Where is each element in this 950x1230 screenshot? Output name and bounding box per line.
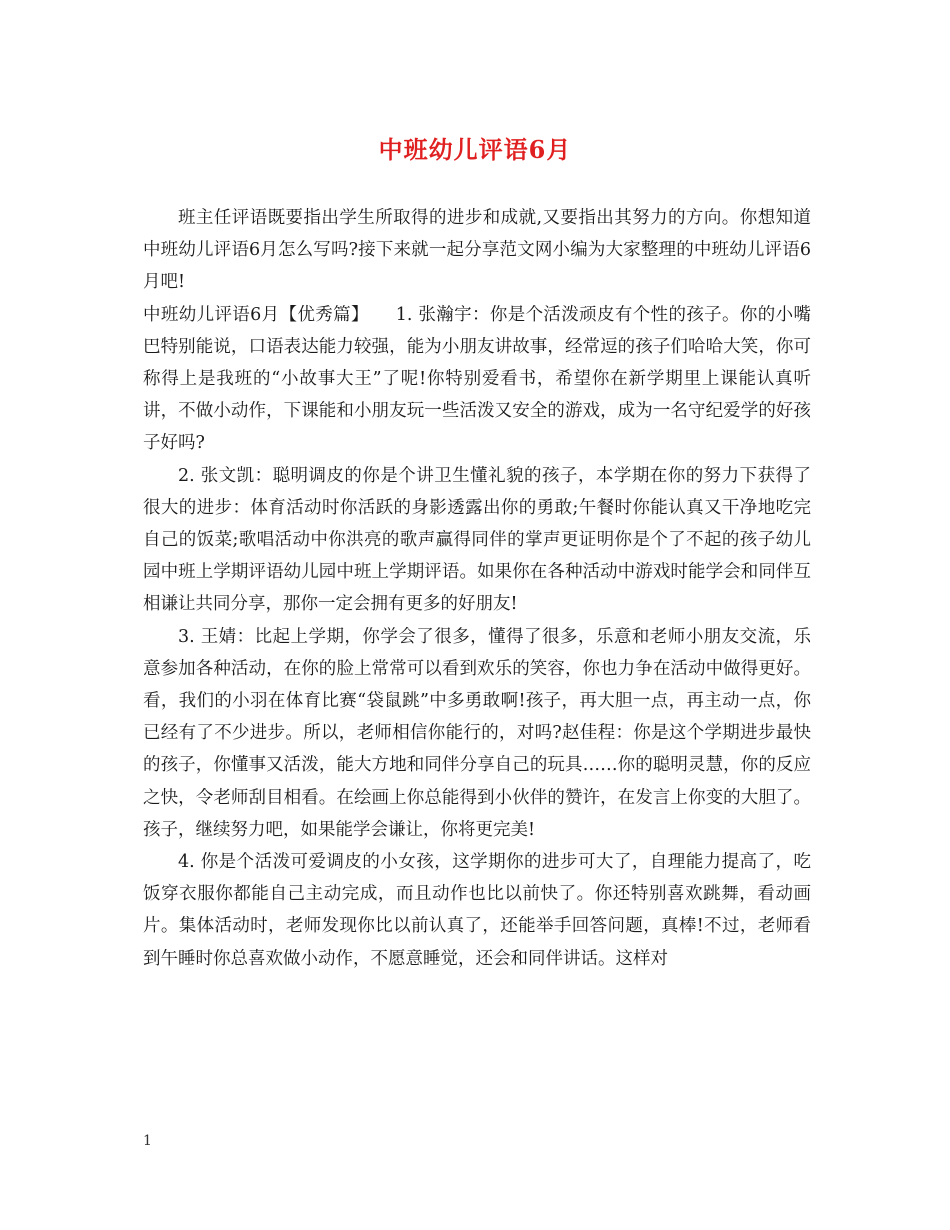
document-body: [143, 202, 811, 975]
intro-paragraph: 班主任评语既要指出学生所取得的进步和成就,又要指出其努力的方向。你想知道中班幼儿评语6月怎么写吗?接下来就一起分享范文网小编为大家整理的中班幼儿评语6月吧!: [143, 208, 811, 293]
comment-paragraph-3: 3. 王婧：比起上学期，你学会了很多，懂得了很多，乐意和老师小朋友交流，乐意参加各种活动，在你的脸上常常可以看到欢乐的笑容，你也力争在活动中做得更好。看，我们的小羽在体育比赛“袋鼠跳”中多勇敢啊!孩子，再大胆一点，再主动一点，你已经有了不少进步。所以，老师相信你能行的，对吗?赵佳程：你是这个学期进步最快的孩子，你懂事又活泼，能大方地和同伴分享自己的玩具……你的聪明灵慧，你的反应之快，令老师刮目相看。在绘画上你总能得到小伙伴的赞许，在发言上你变的大胆了。孩子，继续努力吧，如果能学会谦让，你将更完美!: [143, 626, 811, 840]
comment-paragraph-4: 4. 你是个活泼可爱调皮的小女孩，这学期你的进步可大了，自理能力提高了，吃饭穿衣服你都能自己主动完成，而且动作也比以前快了。你还特别喜欢跳舞，看动画片。集体活动时，老师发现你比以前认真了，还能举手回答问题，真棒!不过，老师看到午睡时你总喜欢做小动作，不愿意睡觉，还会和同伴讲话。这样对: [143, 852, 811, 969]
document-title: 中班幼儿评语6月: [378, 135, 572, 164]
comment-paragraph-1: 中班幼儿评语6月【优秀篇】 1. 张瀚宇：你是个活泼顽皮有个性的孩子。你的小嘴巴特别能说，口语表达能力较强，能为小朋友讲故事，经常逗的孩子们哈哈大笑，你可称得上是我班的“小故事大王”了呢!你特别爱看书，希望你在新学期里上课能认真听讲，不做小动作，下课能和小朋友玩一些活泼又安全的游戏，成为一名守纪爱学的好孩子好吗?: [143, 304, 811, 454]
comment-paragraph-2: 2. 张文凯：聪明调皮的你是个讲卫生懂礼貌的孩子，本学期在你的努力下获得了很大的进步：体育活动时你活跃的身影透露出你的勇敢;午餐时你能认真又干净地吃完自己的饭菜;歌唱活动中你洪亮的歌声赢得同伴的掌声更证明你是个了不起的孩子幼儿园中班上学期评语幼儿园中班上学期评语。如果你在各种活动中游戏时能学会和同伴互相谦让共同分享，那你一定会拥有更多的好朋友!: [143, 465, 811, 615]
page-number: 1: [143, 1133, 152, 1149]
